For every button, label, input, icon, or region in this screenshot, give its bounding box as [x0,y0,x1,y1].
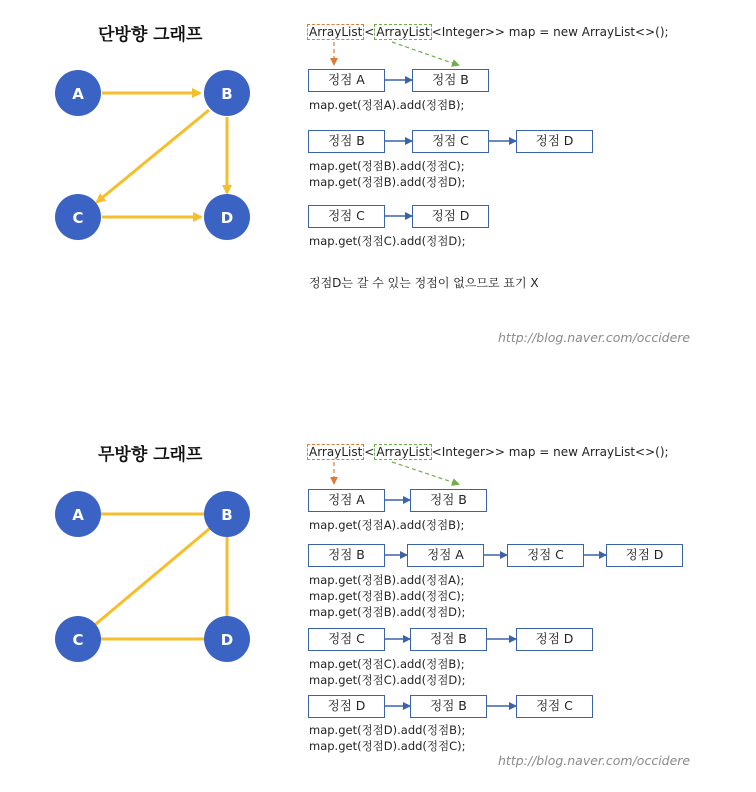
svg-text:C: C [72,631,84,649]
vertex-box: 정점 D [516,130,593,153]
code-line: map.get(정점C).add(정점D); [309,673,466,687]
credit-link: http://blog.naver.com/occidere [498,330,691,345]
node-a [55,70,101,116]
vertex-box: 정점 D [412,205,489,228]
code-rest: <Integer>> map = new ArrayList<>(); [431,445,669,459]
vertex-box: 정점 A [407,544,484,567]
vertex-box: 정점 B [410,489,487,512]
node-c [55,194,101,240]
edge-b-c [78,514,227,639]
vertex-box: 정점 B [412,69,489,92]
svg-text:B: B [221,85,233,103]
code-line: map.get(정점C).add(정점B); [309,657,465,671]
credit-link: http://blog.naver.com/occidere [498,753,691,768]
code-line: map.get(정점A).add(정점B); [309,518,465,532]
code-declaration [307,24,669,40]
vertex-box: 정점 A [308,489,385,512]
code-line: map.get(정점B).add(정점D); [309,175,466,189]
code-line: map.get(정점B).add(정점C); [309,589,465,603]
code-rest: <Integer>> map = new ArrayList<>(); [431,25,669,39]
outer-list-highlight: ArrayList [309,25,363,39]
note-text: 정점D는 갈 수 있는 정점이 없으므로 표기 X [309,276,539,290]
vertex-box: 정점 B [308,544,385,567]
code-line: map.get(정점D).add(정점C); [309,739,466,753]
code-line: map.get(정점C).add(정점D); [309,234,466,248]
undirected-graph-title: 무방향 그래프 [98,445,203,465]
vertex-box: 정점 C [516,695,593,718]
svg-text:A: A [72,85,84,103]
directed-graph-title: 단방향 그래프 [98,25,203,45]
vertex-box: 정점 B [410,695,487,718]
node-b [204,491,250,537]
vertex-box: 정점 A [308,69,385,92]
vertex-box: 정점 C [412,130,489,153]
vertex-box: 정점 D [606,544,683,567]
code-line: map.get(정점B).add(정점D); [309,605,466,619]
svg-text:B: B [221,506,233,524]
vertex-box: 정점 C [308,205,385,228]
node-d [204,616,250,662]
code-line: map.get(정점B).add(정점A); [309,573,465,587]
code-declaration [307,444,669,460]
directed-graph-panel [0,0,756,360]
inner-list-highlight: ArrayList [376,445,430,459]
svg-text:D: D [220,631,234,649]
undirected-graph-diagram [0,420,300,740]
vertex-box: 정점 C [507,544,584,567]
inner-list-highlight: ArrayList [376,25,430,39]
node-a [55,491,101,537]
node-d [204,194,250,240]
vertex-box: 정점 B [410,628,487,651]
code-line: map.get(정점D).add(정점B); [309,723,466,737]
vertex-box: 정점 D [308,695,385,718]
code-line: map.get(정점A).add(정점B); [309,98,465,112]
undirected-graph-panel [0,420,756,792]
edge-b-c [97,110,209,202]
node-b [204,70,250,116]
green-pointer [392,42,458,65]
vertex-box: 정점 D [516,628,593,651]
svg-text:A: A [72,506,84,524]
node-c [55,616,101,662]
code-lt: < [364,445,375,459]
code-lt: < [364,25,375,39]
code-line: map.get(정점B).add(정점C); [309,159,465,173]
vertex-box: 정점 B [308,130,385,153]
directed-graph-diagram [0,0,300,300]
svg-text:D: D [220,209,234,227]
vertex-box: 정점 C [308,628,385,651]
svg-text:C: C [72,209,84,227]
outer-list-highlight: ArrayList [309,445,363,459]
green-pointer [392,462,458,484]
